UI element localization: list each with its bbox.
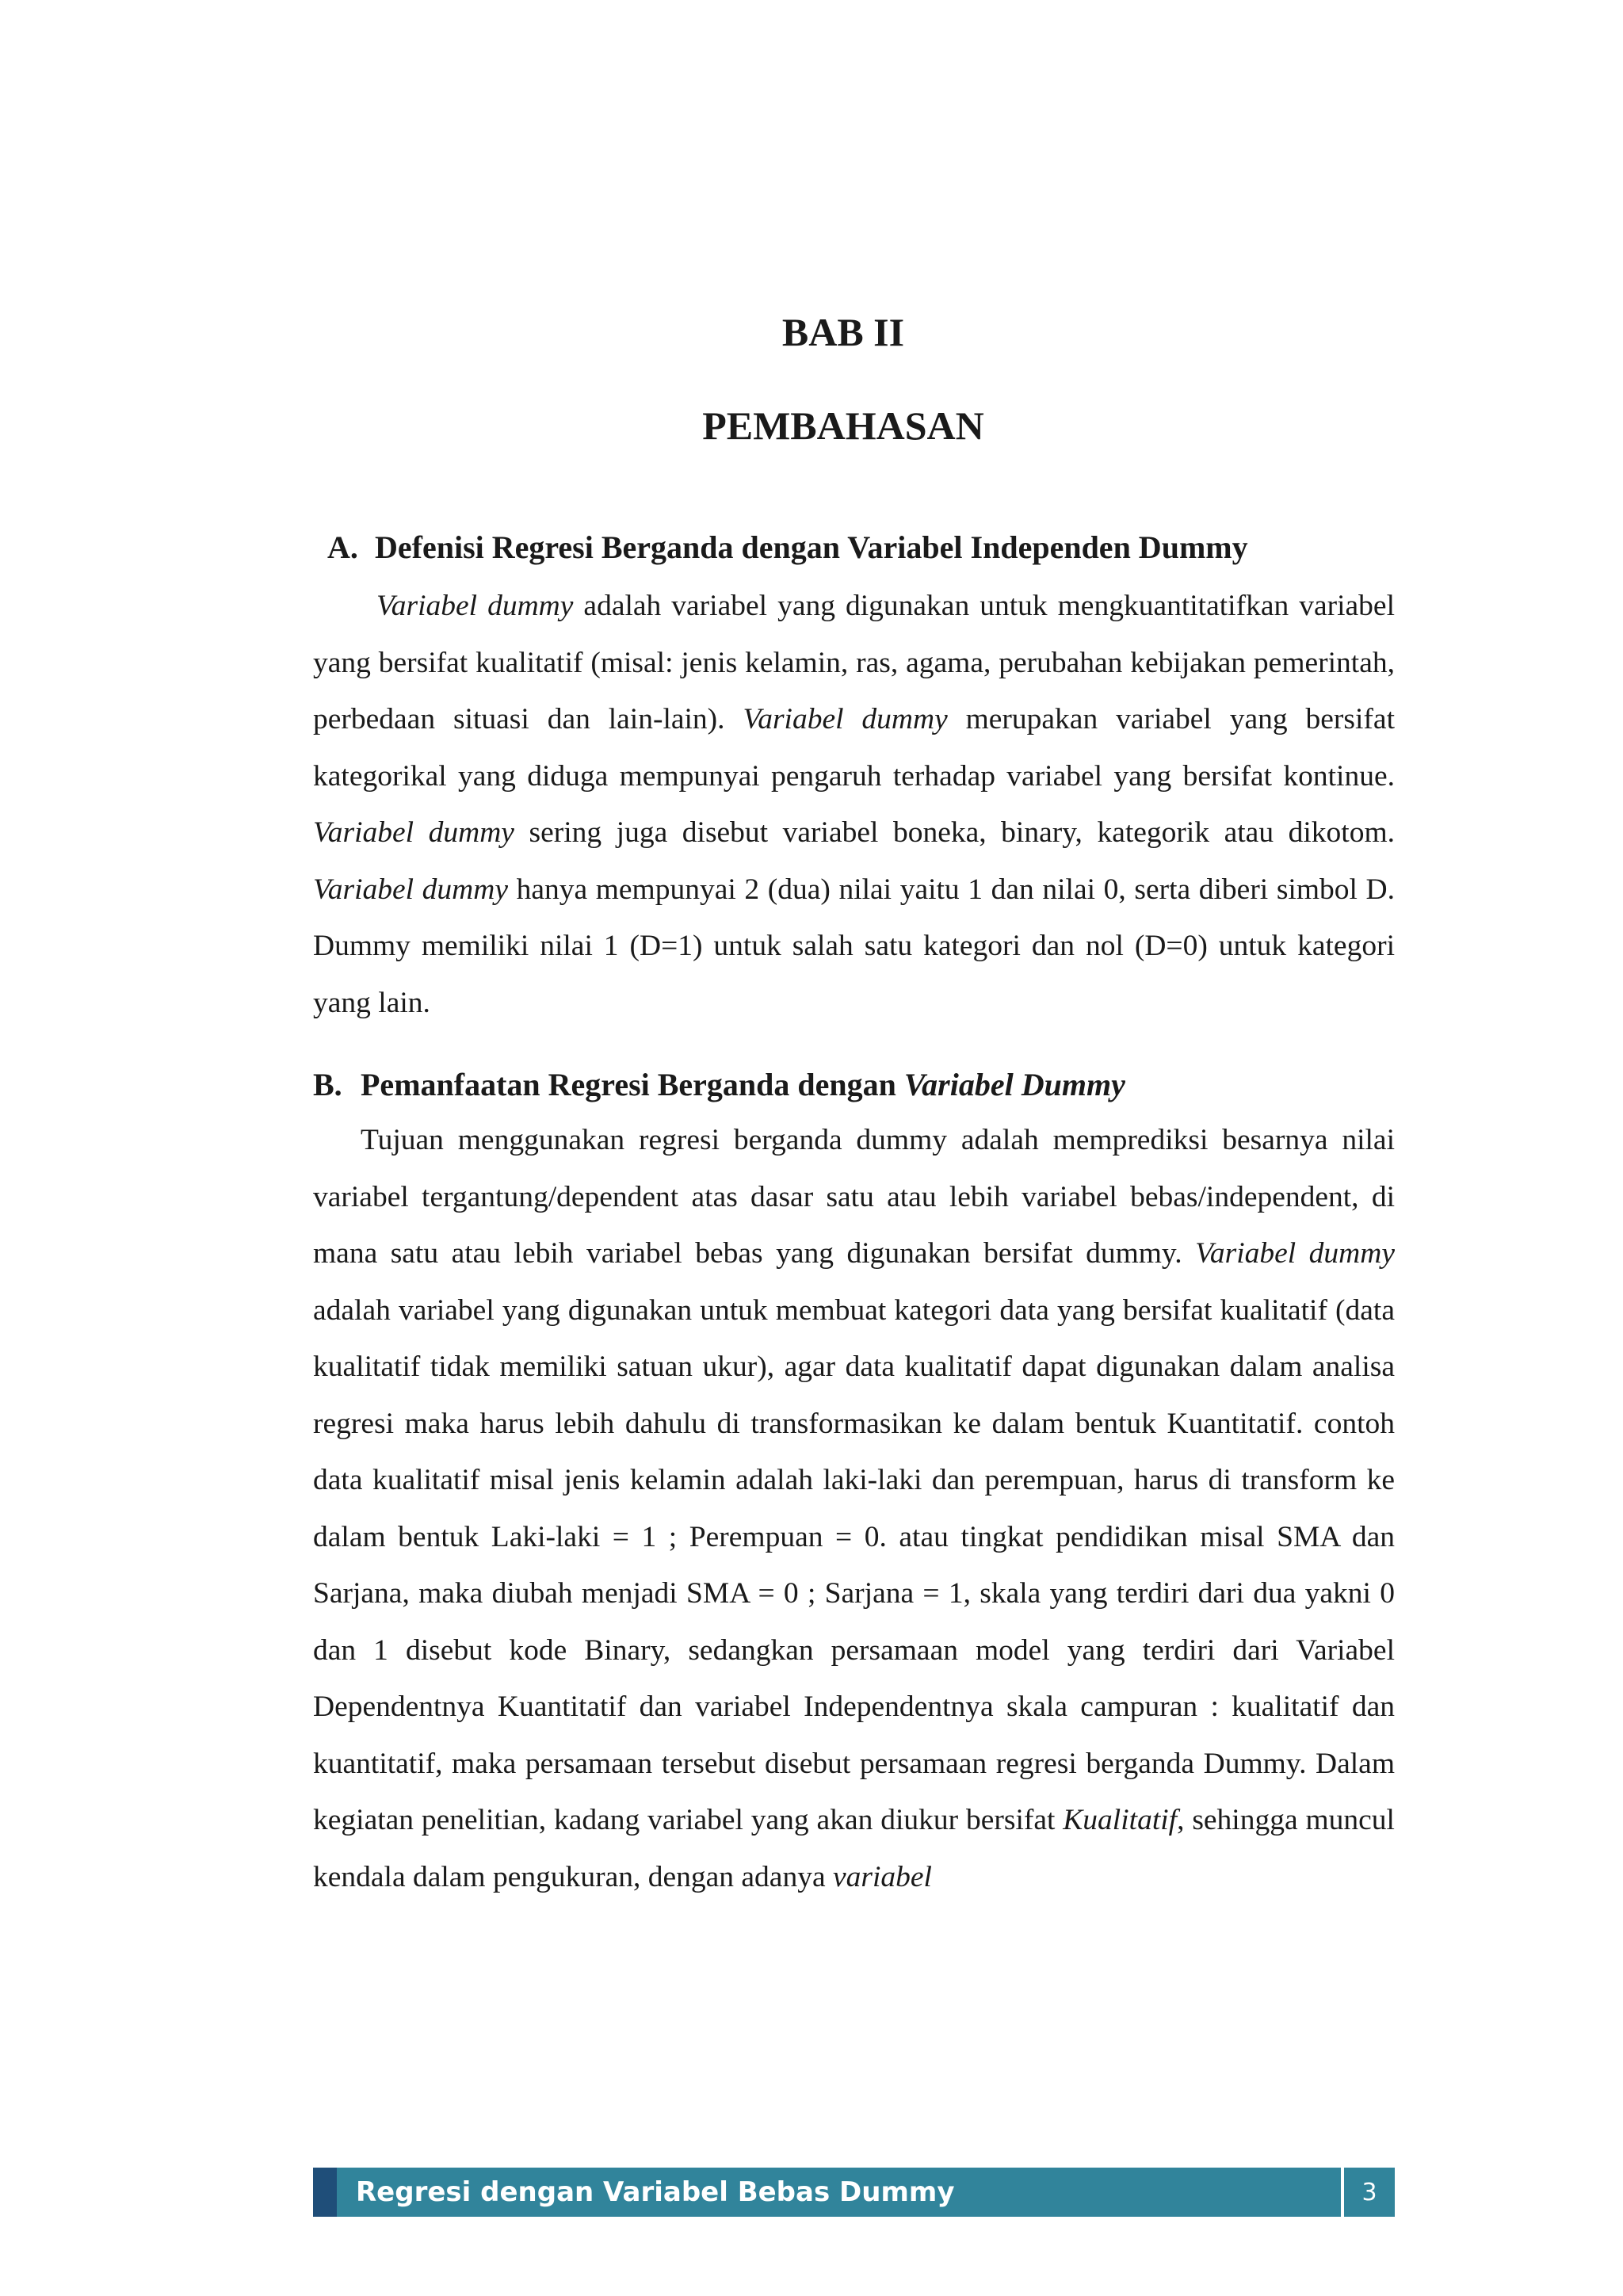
section-a-heading-text: Defenisi Regresi Berganda dengan Variabel Independen Dummy [375, 529, 1248, 565]
section-a-paragraph [313, 578, 1395, 1031]
section-a-heading [313, 527, 1395, 568]
section-a [313, 527, 1395, 1031]
paragraph-text: sering juga disebut variabel boneka, binary, kategorik atau dikotom. [514, 816, 1395, 849]
section-b-letter: B. [313, 1067, 342, 1102]
italic-term: variabel [832, 1860, 932, 1893]
section-b-heading [313, 1064, 1395, 1106]
italic-term: Kualitatif [1063, 1804, 1178, 1836]
italic-term: Variabel dummy [1195, 1237, 1395, 1270]
italic-term: Variabel dummy [376, 590, 574, 622]
paragraph-text: , sehingga muncul kendala dalam pengukuran, dengan adanya [313, 1804, 1395, 1893]
chapter-title: BAB II [781, 310, 905, 354]
footer-bar [313, 2168, 1395, 2217]
main-content [313, 527, 1395, 1905]
paragraph-text: merupakan variabel yang bersifat kategorikal yang diduga mempunyai pengaruh terhadap variabel yang bersifat kontinue. [313, 703, 1395, 793]
paragraph-text: hanya mempunyai 2 (dua) nilai yaitu 1 dan nilai 0, serta diberi simbol D. Dummy memiliki nilai 1 (D=1) untuk salah satu kategori dan nol (D=0) untuk kategori yang lain. [313, 873, 1395, 1019]
chapter-subtitle: PEMBAHASAN [702, 403, 984, 448]
section-b-paragraph [313, 1112, 1395, 1905]
footer-accent-block [313, 2168, 337, 2217]
section-a-letter: A. [327, 529, 358, 565]
italic-term: Variabel dummy [313, 873, 508, 906]
paragraph-text: adalah variabel yang digunakan untuk membuat kategori data yang bersifat kualitatif (data kualitatif tidak memiliki satuan ukur), agar data kualitatif dapat digunakan dalam analisa regresi maka harus lebih dahulu di transformasikan ke dalam bentuk Kuantitatif. contoh data kualitatif misal jenis kelamin adalah laki-laki dan perempuan, harus di transform ke dalam bentuk Laki-laki = 1 ; Perempuan = 0. atau tingkat pendidikan misal SMA dan Sarjana, maka diubah menjadi SMA = 0 ; Sarjana = 1, skala yang terdiri dari dua yakni 0 dan 1 disebut kode Binary, sedangkan persamaan model yang terdiri dari Variabel Dependentnya Kuantitatif dan variabel Independentnya skala campuran : kualitatif dan kuantitatif, maka persamaan tersebut disebut persamaan regresi berganda Dummy. Dalam kegiatan penelitian, kadang variabel yang akan diukur bersifat [313, 1293, 1395, 1836]
section-b-heading-text [361, 1064, 1125, 1106]
section-b [313, 1064, 1395, 1905]
page-number: 3 [1361, 2178, 1377, 2206]
footer-title: Regresi dengan Variabel Bebas Dummy [356, 2176, 955, 2208]
italic-term: Variabel dummy [743, 703, 948, 735]
italic-term: Variabel dummy [313, 816, 514, 849]
heading-italic: Variabel Dummy [903, 1067, 1125, 1102]
heading-plain: Pemanfaatan Regresi Berganda dengan [361, 1067, 904, 1102]
paragraph-text: Tujuan menggunakan regresi berganda dummy adalah memprediksi besarnya nilai variabel tergantung/dependent atas dasar satu atau lebih variabel bebas/independent, di mana satu atau lebih variabel bebas yang digunakan bersifat dummy. [313, 1124, 1395, 1270]
paragraph-text: adalah variabel yang digunakan untuk mengkuantitatifkan variabel yang bersifat kualitatif (misal: jenis kelamin, ras, agama, perubahan kebijakan pemerintah, perbedaan situasi dan lain-lain). [313, 590, 1395, 735]
